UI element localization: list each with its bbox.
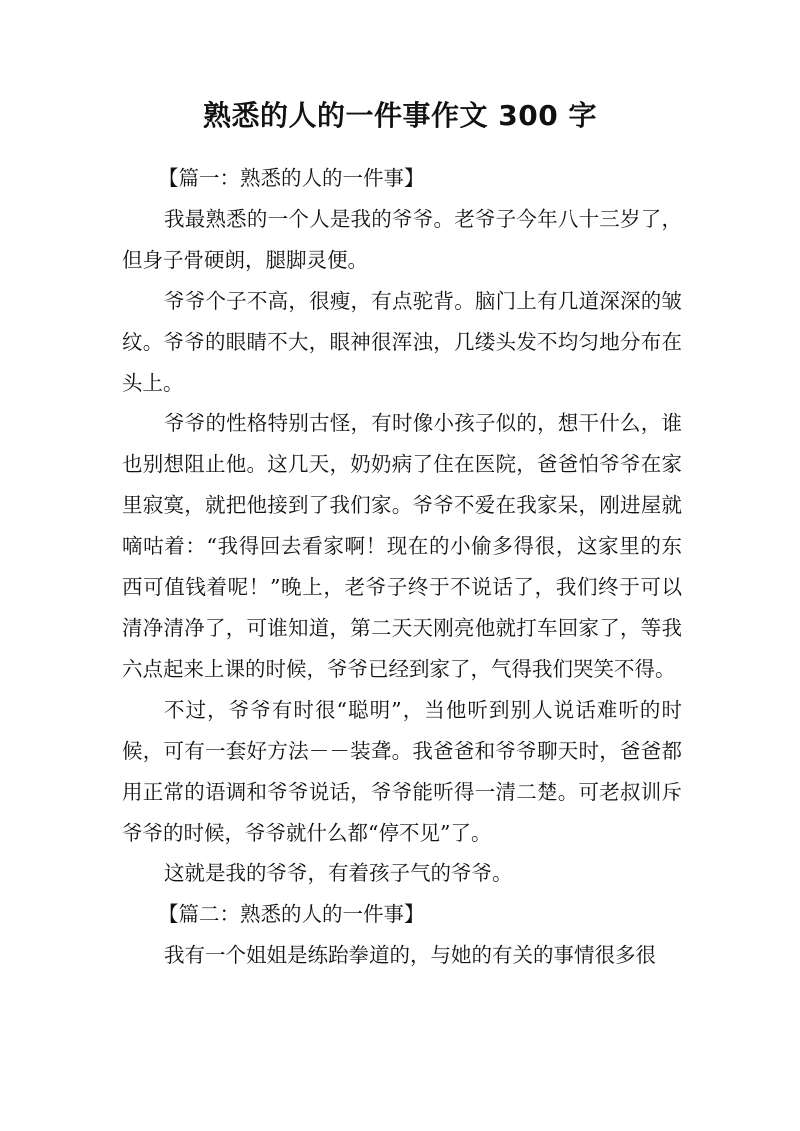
paragraph-5: 这就是我的爷爷，有着孩子气的爷爷。: [164, 861, 513, 886]
paragraph-2: 爷爷个子不高，很瘦，有点驼背。脑门上有几道深深的皱纹。爷爷的眼睛不大，眼神很浑浊，几缕头发不均匀地分布在头上。: [122, 288, 682, 395]
section-heading-2: 【篇二：熟悉的人的一件事】: [158, 902, 425, 927]
document-title: 熟悉的人的一件事作文 300 字: [203, 99, 597, 132]
paragraph-4: 不过，爷爷有时很“聪明”，当他听到别人说话难听的时候，可有一套好方法－－装聋。我爸爸和爷爷聊天时，爸爸都用正常的语调和爷爷说话，爷爷能听得一清二楚。可老叔训斥爷爷的时候，爷爷就什么都“停不见”了。: [122, 697, 682, 845]
paragraph-1: 我最熟悉的一个人是我的爷爷。老爷子今年八十三岁了，但身子骨硬朗，腿脚灵便。: [122, 206, 682, 272]
section-heading-1: 【篇一：熟悉的人的一件事】: [158, 166, 425, 190]
paragraph-3: 爷爷的性格特别古怪，有时像小孩子似的，想干什么，谁也别想阻止他。这几天，奶奶病了住在医院，爸爸怕爷爷在家里寂寞，就把他接到了我们家。爷爷不爱在我家呆，刚进屋就嘀咕着：“我得回去看家啊！现在的小偷多得很，这家里的东西可值钱着呢！”晚上，老爷子终于不说话了，我们终于可以清净清净了，可谁知道，第二天天刚亮他就打车回家了，等我六点起来上课的时候，爷爷已经到家了，气得我们哭笑不得。: [122, 411, 682, 681]
document-body: [122, 158, 682, 976]
paragraph-6: 我有一个姐姐是练跆拳道的，与她的有关的事情很多很: [164, 943, 656, 968]
